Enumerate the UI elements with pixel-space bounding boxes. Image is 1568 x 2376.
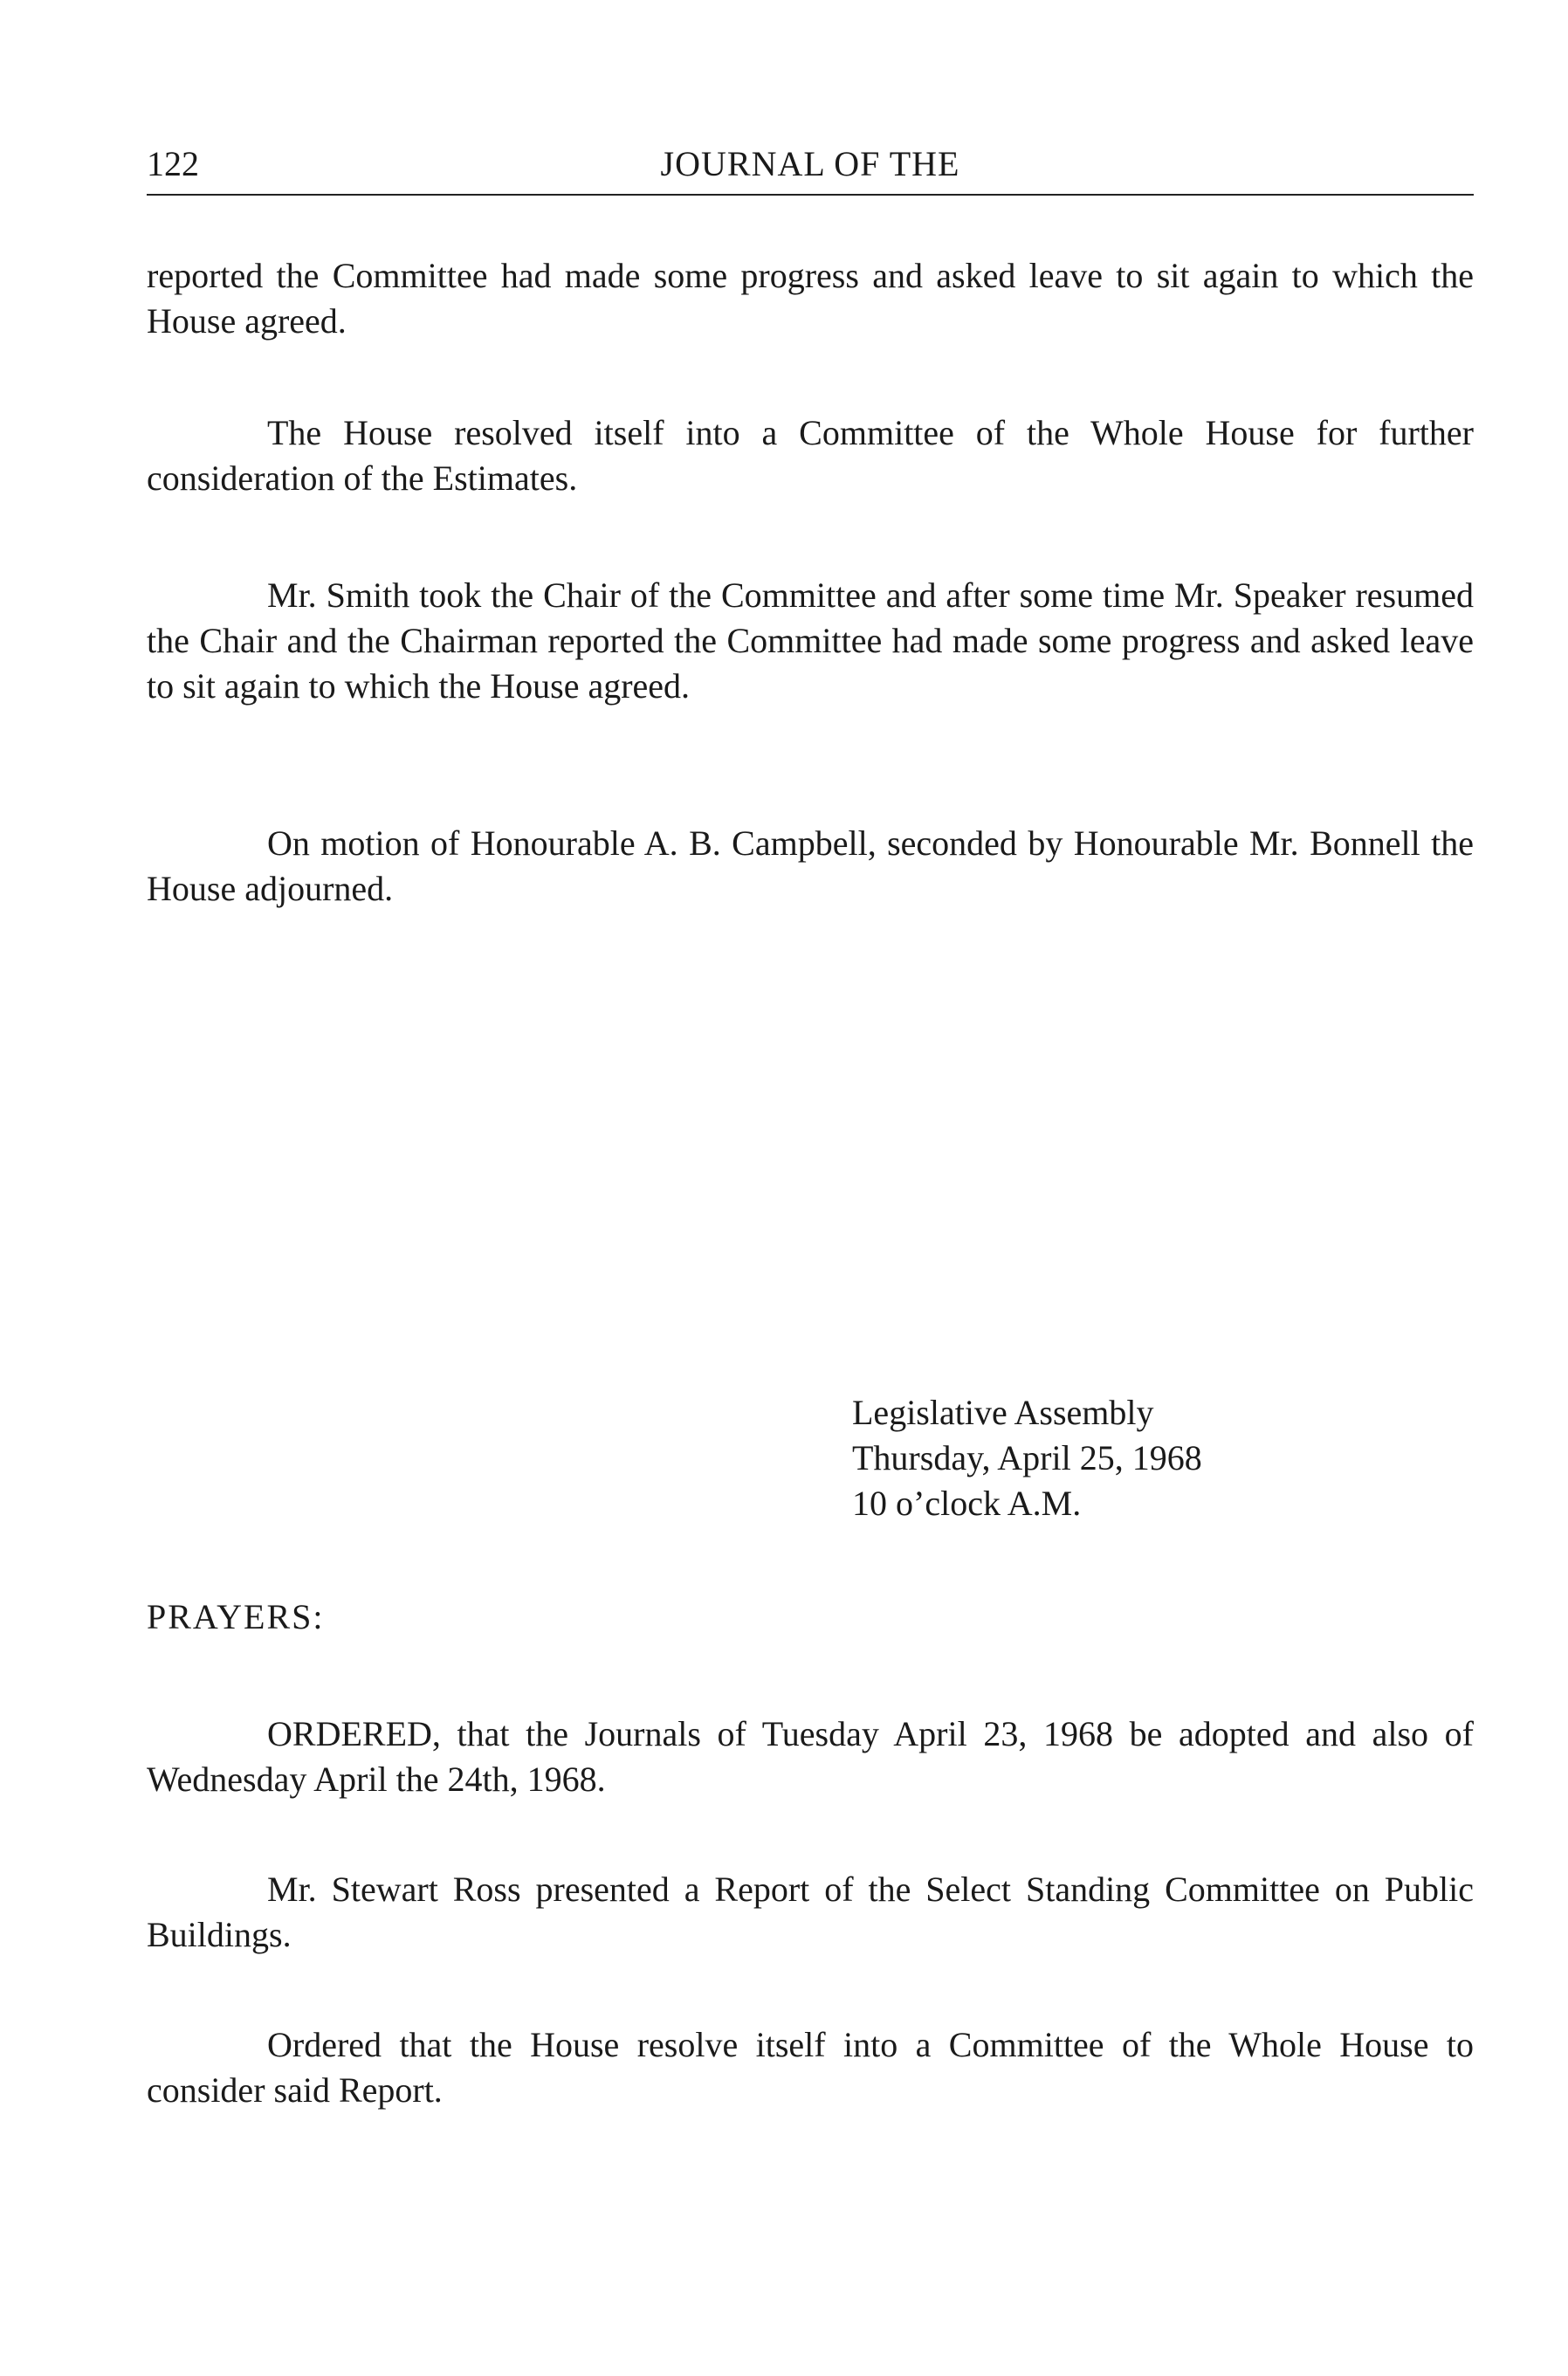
paragraph-resolve-committee: Ordered that the House resolve itself into a Committee of the Whole House to consider said Report. bbox=[147, 2025, 1474, 2110]
running-head: JOURNAL OF THE bbox=[660, 144, 960, 183]
paragraph-committee-of-whole: The House resolved itself into a Committee of the Whole House for further consideration of the Estimates. bbox=[147, 413, 1474, 498]
header-rule bbox=[147, 194, 1474, 196]
paragraph-journals-adopted: ORDERED, that the Journals of Tuesday April 23, 1968 be adopted and also of Wednesday April the 24th, 1968. bbox=[147, 1714, 1474, 1799]
paragraph-ross-report: Mr. Stewart Ross presented a Report of the Select Standing Committee on Public Buildings. bbox=[147, 1870, 1474, 1954]
paragraph-smith-chair: Mr. Smith took the Chair of the Committee and after some time Mr. Speaker resumed the Chair and the Chairman reported the Committee had made some progress and asked leave to sit again to which the House agreed. bbox=[147, 575, 1474, 706]
paragraph-committee-progress: reported the Committee had made some progress and asked leave to sit again to which the House agreed. bbox=[147, 256, 1474, 341]
dateline-date: Thursday, April 25, 1968 bbox=[852, 1438, 1202, 1477]
dateline-time: 10 o’clock A.M. bbox=[852, 1484, 1082, 1523]
page-number: 122 bbox=[147, 144, 199, 183]
paragraph-adjourned: On motion of Honourable A. B. Campbell, seconded by Honourable Mr. Bonnell the House adjourned. bbox=[147, 823, 1474, 908]
prayers-heading: PRAYERS: bbox=[147, 1597, 325, 1636]
dateline-assembly: Legislative Assembly bbox=[852, 1393, 1154, 1432]
page-header bbox=[147, 140, 1474, 189]
dateline bbox=[852, 1390, 1202, 1526]
